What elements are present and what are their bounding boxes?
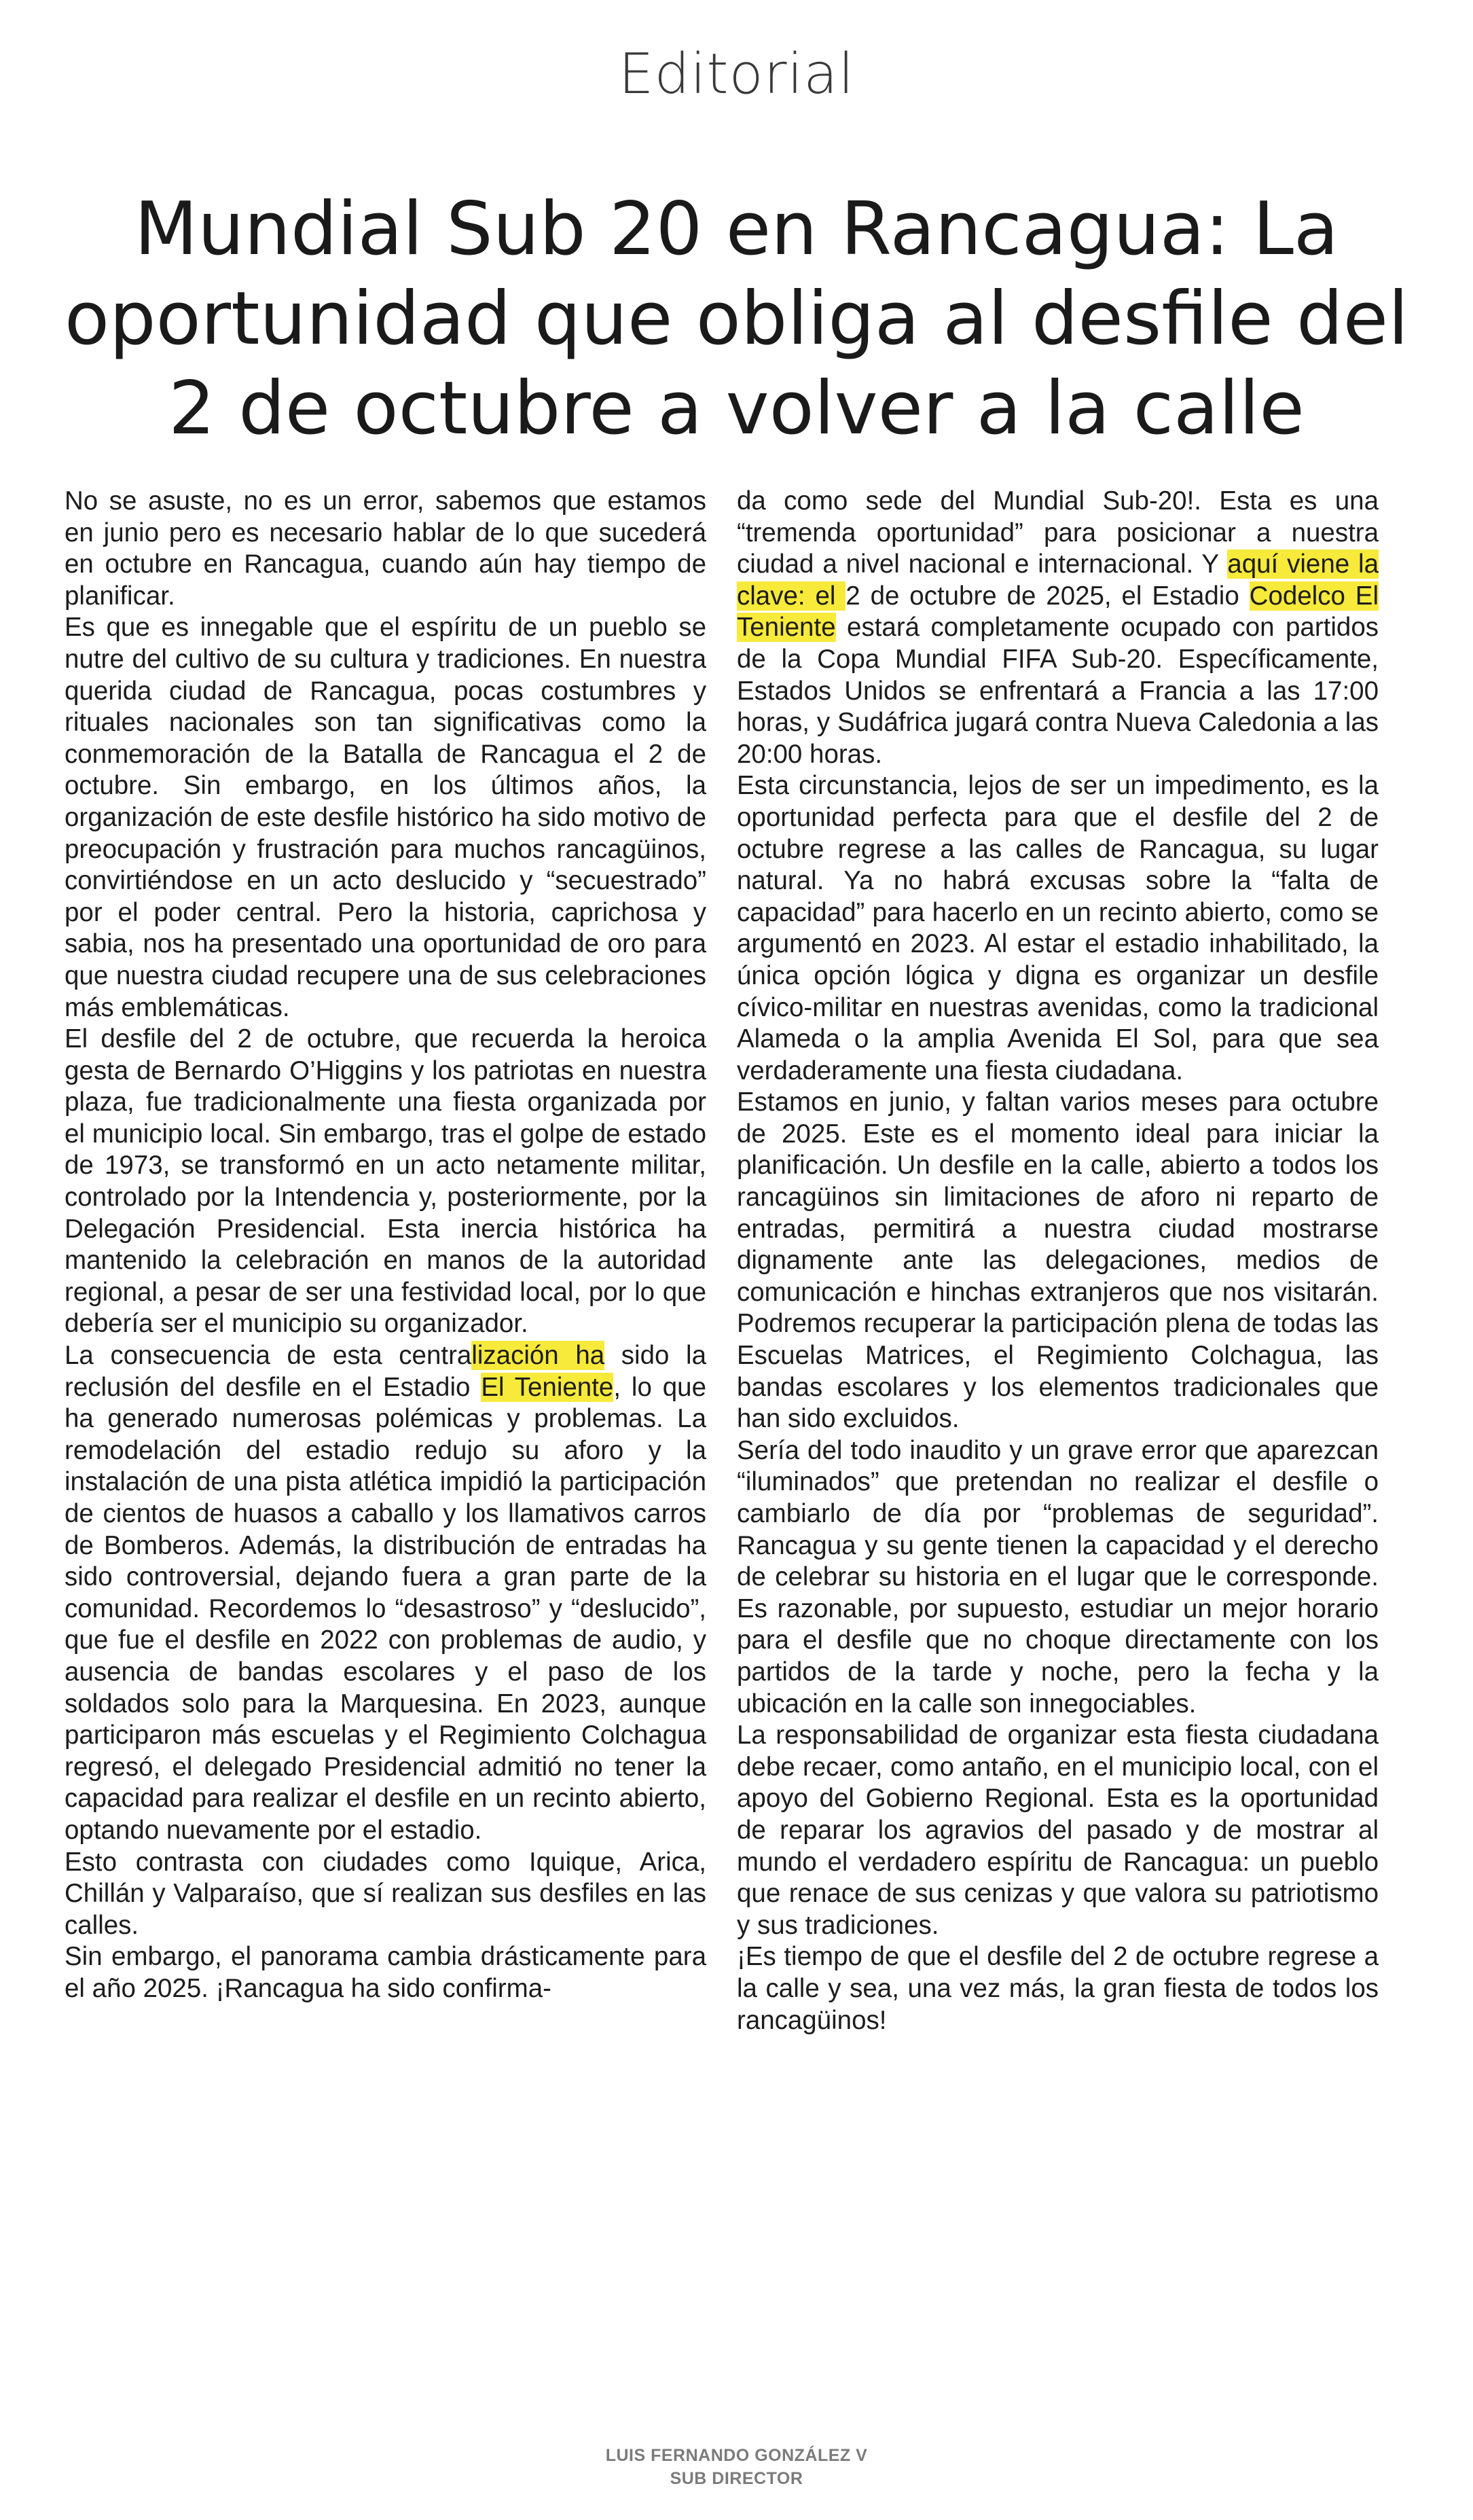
text-run: sido la reclusión del desfile en el Estadio [65, 1341, 706, 1402]
highlighted-text: Codelco El Teniente [737, 581, 1379, 643]
author-role: SUB DIRECTOR [670, 2469, 803, 2488]
author-name: LUIS FERNANDO GONZÁLEZ V [605, 2446, 868, 2465]
highlighted-text: aquí viene la clave: el [737, 550, 1379, 611]
section-label: Editorial [618, 42, 855, 107]
text-run: 2 de octubre de 2025, el Estadio [845, 581, 1250, 611]
highlighted-text: El Teniente [481, 1372, 614, 1402]
paragraph: ¡Es tiempo de que el desfile del 2 de octubre regrese a la calle y sea, una vez más, la gran fiesta de todos los rancagüinos! [737, 1942, 1379, 2035]
text-run: , lo que ha generado numerosas polémicas y problemas. La remodelación del estadio redujo su aforo y la instalación de una pista atlética impidió la participación de cientos de huasos a caballo y los llamativos carros de Bomberos. Además, la distribución de entradas ha sido controversial, dejando fuera a gran parte de la comunidad. Recordemos lo “desastroso” y “deslucido”, que fue el desfile en 2022 con problemas de audio, y ausencia de bandas escolares y el paso de los soldados solo para la Marquesina. En 2023, aunque participaron más escuelas y el Regimiento Colchagua regresó, el delegado Presidencial admitió no tener la capacidad para realizar el desfile en un recinto abierto, optando nuevamente por el estadio. [65, 1372, 706, 1845]
paragraph [65, 1340, 706, 1847]
paragraph: El desfile del 2 de octubre, que recuerda la heroica gesta de Bernardo O’Higgins y los patriotas en nuestra plaza, fue tradicionalmente una fiesta organizada por el municipio local. Sin embargo, tras el golpe de estado de 1973, se transformó en un acto netamente militar, controlado por la Intendencia y, posteriormente, por la Delegación Presidencial. Esta inercia histórica ha mantenido la celebración en manos de la autoridad regional, a pesar de ser una festividad local, por lo que debería ser el municipio su organizador. [65, 1024, 706, 1339]
paragraph: Sin embargo, el panorama cambia drásticamente para el año 2025. ¡Rancagua ha sido confirma- [65, 1942, 706, 2003]
paragraph: Es que es innegable que el espíritu de un pueblo se nutre del cultivo de su cultura y tradiciones. En nuestra querida ciudad de Rancagua, pocas costumbres y rituales nacionales son tan significativas como la conmemoración de la Batalla de Rancagua el 2 de octubre. Sin embargo, en los últimos años, la organización de este desfile histórico ha sido motivo de preocupación y frustración para muchos rancagüinos, convirtiéndose en un acto deslucido y “secuestrado” por el poder central. Pero la historia, caprichosa y sabia, nos ha presentado una oportunidad de oro para que nuestra ciudad recupere una de sus celebraciones más emblemáticas. [65, 613, 706, 1022]
paragraph: Esto contrasta con ciudades como Iquique, Arica, Chillán y Valparaíso, que sí realizan sus desfiles en las calles. [65, 1847, 706, 1940]
paragraph [737, 486, 1379, 770]
article-column-right [737, 486, 1379, 2036]
highlighted-text: lización ha [471, 1341, 605, 1371]
headline: Mundial Sub 20 en Rancagua: La oportunidad que obliga al desfile del 2 de octubre a volver a la calle [64, 187, 1409, 451]
paragraph: Esta circunstancia, lejos de ser un impedimento, es la oportunidad perfecta para que el desfile del 2 de octubre regrese a las calles de Rancagua, su lugar natural. Ya no habrá excusas sobre la “falta de capacidad” para hacerlo en un recinto abierto, como se argumentó en 2023. Al estar el estadio inhabilitado, la única opción lógica y digna es organizar un desfile cívico-militar en nuestras avenidas, como la tradicional Alameda o la amplia Avenida El Sol, para que sea verdaderamente una fiesta ciudadana. [737, 771, 1379, 1085]
paragraph: Estamos en junio, y faltan varios meses para octubre de 2025. Este es el momento ideal para iniciar la planificación. Un desfile en la calle, abierto a todos los rancagüinos sin limitaciones de aforo ni reparto de entradas, permitirá a nuestra ciudad mostrarse dignamente ante las delegaciones, medios de comunicación e hinchas extranjeros que nos visitarán. Podremos recuperar la participación plena de todas las Escuelas Matrices, el Regimiento Colchagua, las bandas escolares y los elementos tradicionales que han sido excluidos. [737, 1087, 1379, 1434]
paragraph: La responsabilidad de organizar esta fiesta ciudadana debe recaer, como antaño, en el municipio local, con el apoyo del Gobierno Regional. Esta es la oportunidad de reparar los agravios del pasado y de mostrar al mundo el verdadero espíritu de Rancagua: un pueblo que renace de sus cenizas y que valora su patriotismo y sus tradiciones. [737, 1721, 1379, 1940]
text-run: da como sede del Mundial Sub-20!. Esta es una “tremenda oportunidad” para posicionar a nuestra ciudad a nivel nacional e internacional. Y [737, 486, 1379, 579]
byline [0, 2444, 1473, 2490]
paragraph: Sería del todo inaudito y un grave error que aparezcan “iluminados” que pretendan no realizar el desfile o cambiarlo de día por “problemas de seguridad”. Rancagua y su gente tienen la capacidad y el derecho de celebrar su historia en el lugar que le corresponde. Es razonable, por supuesto, estudiar un mejor horario para el desfile que no choque directamente con los partidos de la tarde y noche, pero la fecha y la ubicación en la calle son innegociables. [737, 1435, 1379, 1718]
text-run: estará completamente ocupado con partidos de la Copa Mundial FIFA Sub-20. Específicamente, Estados Unidos se enfrentará a Francia a las 17:00 horas, y Sudáfrica jugará contra Nueva Caledonia a las 20:00 horas. [737, 613, 1379, 769]
paragraph: No se asuste, no es un error, sabemos que estamos en junio pero es necesario hablar de lo que sucederá en octubre en Rancagua, cuando aún hay tiempo de planificar. [65, 486, 706, 611]
article-column-left [65, 486, 706, 2005]
text-run: La consecuencia de esta centra [65, 1341, 472, 1371]
